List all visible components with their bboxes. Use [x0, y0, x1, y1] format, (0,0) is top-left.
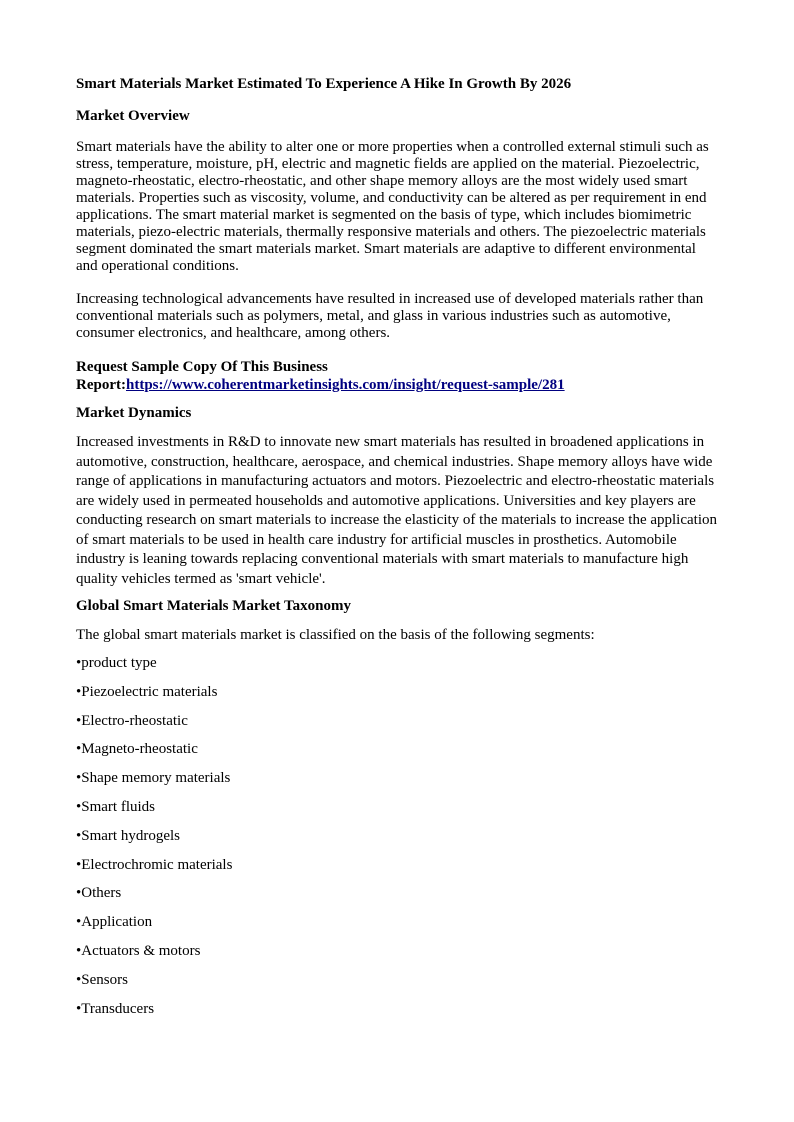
list-item: •Shape memory materials	[76, 770, 231, 787]
document-page	[76, 75, 720, 1028]
market-overview-heading: Market Overview	[76, 108, 190, 124]
dynamics-paragraph: Increased investments in R&D to innovate new smart materials has resulted in broadened applications in automotive, construction, healthcare, aerospace, and chemical industries. Shape memory alloys have wide range of applications in manufacturing actuators and motors. Piezoelectric and electro-rheostatic materials are widely used in permeated households and automotive applications. Universities and key players are conducting research on smart materials to increase the elasticity of the materials to increase the application of smart materials to be used in health care industry for artificial muscles in prosthetics. Automobile industry is leaning towards replacing conventional materials with smart materials to manufacture high quality vehicles termed as 'smart vehicle'.	[76, 434, 717, 587]
document-title: Smart Materials Market Estimated To Experience A Hike In Growth By 2026	[76, 76, 572, 92]
request-report-label: Report:	[76, 377, 126, 393]
list-item: •Electro-rheostatic	[76, 712, 188, 729]
market-dynamics-heading: Market Dynamics	[76, 405, 192, 421]
overview-paragraph-1: Smart materials have the ability to alter one or more properties when a controlled external stimuli such as stress, temperature, moisture, pH, electric and magnetic fields are applied on the material. Piezoelectric, magneto-rheostatic, electro-rheostatic, and other shape memory alloys are the most widely used smart materials. Properties such as viscosity, volume, and conductivity can be altered as per requirement in end applications. The smart material market is segmented on the basis of type, which includes biomimetric materials, piezo-electric materials, thermally responsive materials and others. The piezoelectric materials segment dominated the smart materials market. Smart materials are adaptive to different environmental and operational conditions.	[76, 139, 709, 274]
list-item: •Smart hydrogels	[76, 827, 180, 844]
list-item: •Magneto-rheostatic	[76, 741, 198, 758]
list-item: •Application	[76, 914, 153, 931]
list-item: •Piezoelectric materials	[76, 683, 218, 700]
taxonomy-heading: Global Smart Materials Market Taxonomy	[76, 598, 351, 614]
request-sample-link[interactable]: https://www.coherentmarketinsights.com/insight/request-sample/281	[125, 377, 565, 393]
request-sample-label: Request Sample Copy Of This Business	[76, 359, 328, 375]
list-item: •Sensors	[76, 971, 128, 988]
request-sample-block	[76, 358, 720, 394]
taxonomy-list	[76, 654, 720, 1019]
overview-paragraph-2: Increasing technological advancements have resulted in increased use of developed materials rather than conventional materials such as polymers, metal, and glass in various industries such as automotive, consumer electronics, and healthcare, among others.	[76, 291, 704, 341]
list-item: •product type	[76, 655, 157, 671]
taxonomy-intro: The global smart materials market is classified on the basis of the following segments:	[76, 627, 595, 643]
list-item: •Transducers	[76, 1000, 155, 1017]
list-item: •Actuators & motors	[76, 942, 201, 959]
list-item: •Electrochromic materials	[76, 856, 233, 873]
list-item: •Others	[76, 885, 122, 902]
list-item: •Smart fluids	[76, 798, 155, 815]
